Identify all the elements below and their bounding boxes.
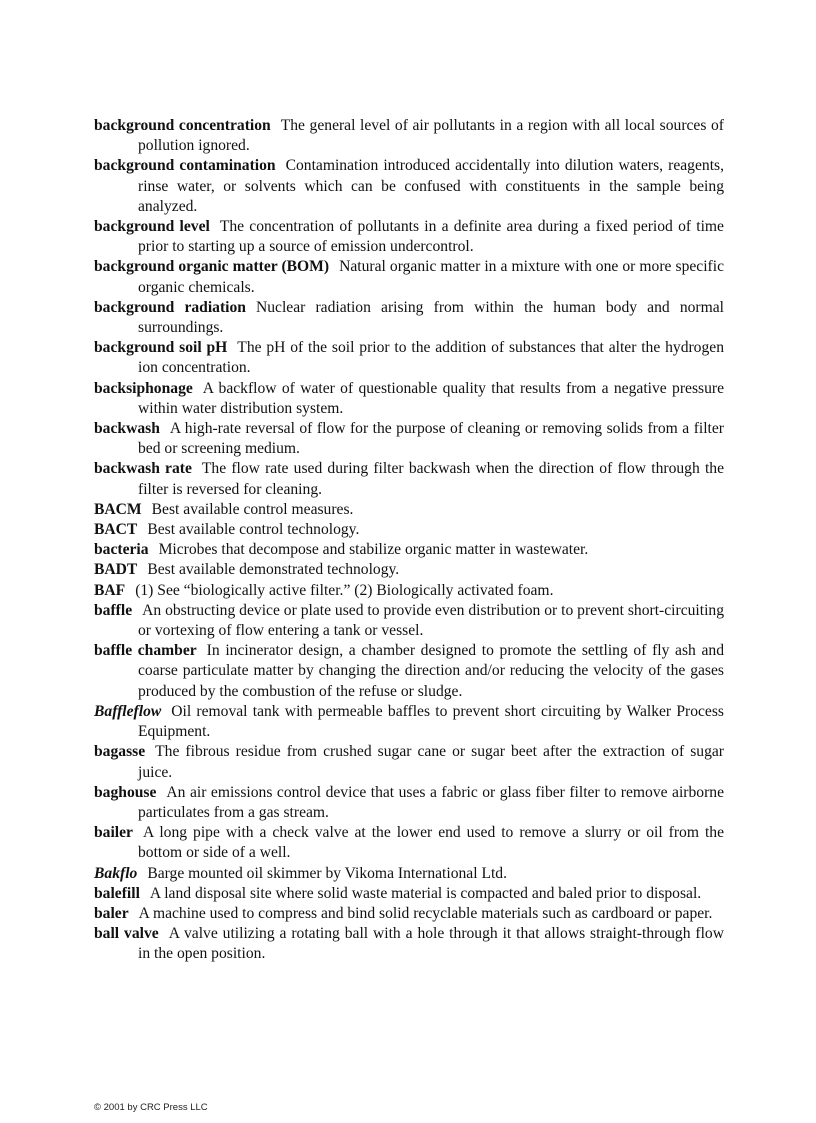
glossary-entry	[94, 581, 724, 601]
entry-definition: (1) See “biologically active filter.” (2) Biologically activated foam.	[135, 581, 554, 599]
entry-term: baghouse	[94, 783, 157, 801]
glossary-entry	[94, 217, 724, 257]
entry-definition: The concentration of pollutants in a definite area during a fixed period of time prior to starting up a source of emission undercontrol.	[138, 218, 724, 256]
entry-definition: Best available demonstrated technology.	[147, 561, 400, 579]
glossary-entry	[94, 560, 724, 580]
entry-term: backwash	[94, 420, 160, 438]
entry-term: bailer	[94, 824, 133, 842]
glossary-entry	[94, 540, 724, 560]
entry-term: baffle	[94, 601, 133, 619]
glossary-entry	[94, 884, 724, 904]
entry-term: backwash rate	[94, 460, 192, 478]
entry-term: baffle chamber	[94, 642, 197, 660]
entry-definition: Oil removal tank with permeable baffles to prevent short circuiting by Walker Process Equipment.	[138, 702, 724, 741]
entry-definition: Best available control measures.	[151, 500, 354, 518]
entry-definition: A high-rate reversal of flow for the purpose of cleaning or removing solids from a filter bed or screening medium.	[138, 420, 724, 458]
entry-definition: An obstructing device or plate used to provide even distribution or to prevent short-circuiting or vortexing of flow entering a tank or vessel.	[138, 601, 724, 640]
entry-term: baler	[94, 904, 129, 922]
entry-term: BAF	[94, 581, 126, 599]
glossary-entry	[94, 702, 724, 742]
entry-term: bagasse	[94, 743, 146, 761]
entry-term: background soil pH	[94, 339, 228, 357]
glossary-entry	[94, 924, 724, 964]
copyright-footer: © 2001 by CRC Press LLC	[94, 1102, 208, 1113]
glossary-entry	[94, 500, 724, 520]
glossary-entries	[94, 116, 724, 965]
entry-term: backsiphonage	[94, 379, 193, 397]
entry-definition: Best available control technology.	[147, 521, 360, 539]
entry-term: bacteria	[94, 541, 149, 559]
entry-definition: A machine used to compress and bind solid recyclable materials such as cardboard or paper.	[138, 904, 713, 922]
entry-definition: Contamination introduced accidentally into dilution waters, reagents, rinse water, or solvents which can be confused with constituents in the sample being analyzed.	[138, 157, 725, 215]
glossary-entry	[94, 904, 724, 924]
entry-definition: Nuclear radiation arising from within the human body and normal surroundings.	[138, 298, 725, 337]
glossary-entry	[94, 379, 724, 419]
glossary-entry	[94, 601, 724, 641]
entry-term: background radiation	[94, 298, 246, 316]
entry-term: background contamination	[94, 157, 276, 175]
glossary-entry	[94, 823, 724, 863]
glossary-entry	[94, 156, 724, 217]
glossary-entry	[94, 298, 724, 338]
entry-definition: The flow rate used during filter backwash when the direction of flow through the filter is reversed for cleaning.	[138, 460, 725, 498]
glossary-entry	[94, 459, 724, 499]
entry-term: BADT	[94, 561, 138, 579]
entry-term: Baffleflow	[94, 702, 162, 720]
entry-term: BACM	[94, 500, 142, 518]
entry-term: background level	[94, 218, 210, 236]
glossary-entry	[94, 116, 724, 156]
entry-definition: Natural organic matter in a mixture with one or more specific organic chemicals.	[138, 258, 725, 296]
entry-definition: A backflow of water of questionable quality that results from a negative pressure within water distribution system.	[138, 379, 724, 417]
glossary-entry	[94, 742, 724, 782]
glossary-entry	[94, 864, 724, 884]
entry-term: balefill	[94, 884, 140, 902]
entry-term: BACT	[94, 521, 138, 539]
glossary-entry	[94, 257, 724, 297]
glossary-entry	[94, 419, 724, 459]
entry-definition: An air emissions control device that uses a fabric or glass fiber filter to remove airborne particulates from a gas stream.	[138, 783, 724, 821]
entry-definition: A long pipe with a check valve at the lower end used to remove a slurry or oil from the bottom or side of a well.	[138, 824, 724, 862]
entry-definition: Barge mounted oil skimmer by Vikoma International Ltd.	[147, 864, 508, 882]
entry-definition: The pH of the soil prior to the addition of substances that alter the hydrogen ion concentration.	[138, 339, 724, 377]
entry-definition: The fibrous residue from crushed sugar cane or sugar beet after the extraction of sugar juice.	[138, 743, 724, 781]
entry-definition: The general level of air pollutants in a region with all local sources of pollution ignored.	[138, 117, 724, 155]
entry-term: Bakflo	[94, 864, 138, 882]
entry-definition: Microbes that decompose and stabilize organic matter in wastewater.	[158, 541, 589, 559]
entry-term: ball valve	[94, 925, 159, 943]
entry-definition: In incinerator design, a chamber designed to promote the settling of fly ash and coarse particulate matter by changing the direction and/or reducing the velocity of the gases produced by the combustion of the refuse or sludge.	[138, 642, 725, 700]
entry-definition: A valve utilizing a rotating ball with a hole through it that allows straight-through flow in the open position.	[138, 925, 724, 963]
entry-definition: A land disposal site where solid waste material is compacted and baled prior to disposal.	[149, 884, 702, 902]
glossary-entry	[94, 520, 724, 540]
entry-term: background concentration	[94, 117, 271, 134]
glossary-entry	[94, 338, 724, 378]
glossary-entry	[94, 641, 724, 702]
glossary-entry	[94, 783, 724, 823]
entry-term: background organic matter (BOM)	[94, 258, 330, 276]
